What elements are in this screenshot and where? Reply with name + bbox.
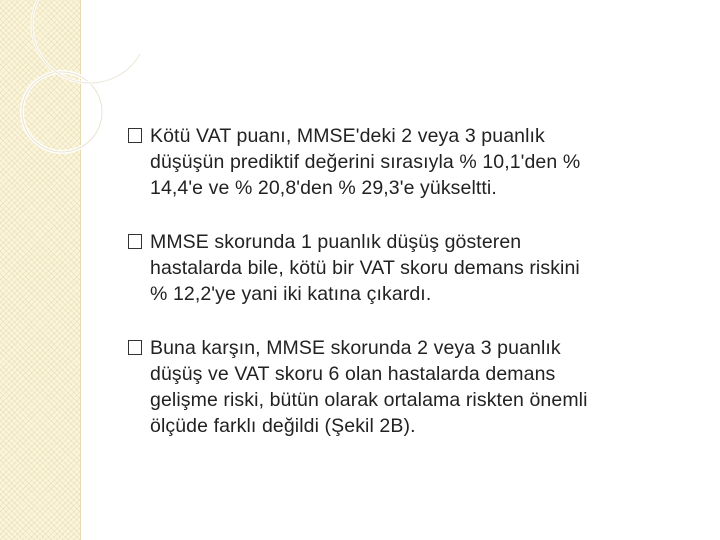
square-bullet-icon	[128, 340, 142, 355]
bullet-item	[128, 335, 698, 439]
square-bullet-icon	[128, 128, 142, 143]
bullet-list	[128, 123, 698, 439]
square-bullet-icon	[128, 234, 142, 249]
bullet-item	[128, 123, 698, 201]
bullet-text: Buna karşın, MMSE skorunda 2 veya 3 puanlık düşüş ve VAT skoru 6 olan hastalarda demans gelişme riski, bütün olarak ortalama riskten önemli ölçüde farklı değildi (Şekil 2B).	[150, 337, 588, 437]
decorative-circles	[0, 0, 140, 200]
bullet-text: MMSE skorunda 1 puanlık düşüş gösteren hastalarda bile, kötü bir VAT skoru demans riskini % 12,2'ye yani iki katına çıkardı.	[150, 231, 580, 305]
bullet-item	[128, 229, 698, 307]
bullet-text: Kötü VAT puanı, MMSE'deki 2 veya 3 puanlık düşüşün prediktif değerini sırasıyla % 10,1'den % 14,4'e ve % 20,8'den % 29,3'e yükseltti.	[150, 125, 581, 199]
